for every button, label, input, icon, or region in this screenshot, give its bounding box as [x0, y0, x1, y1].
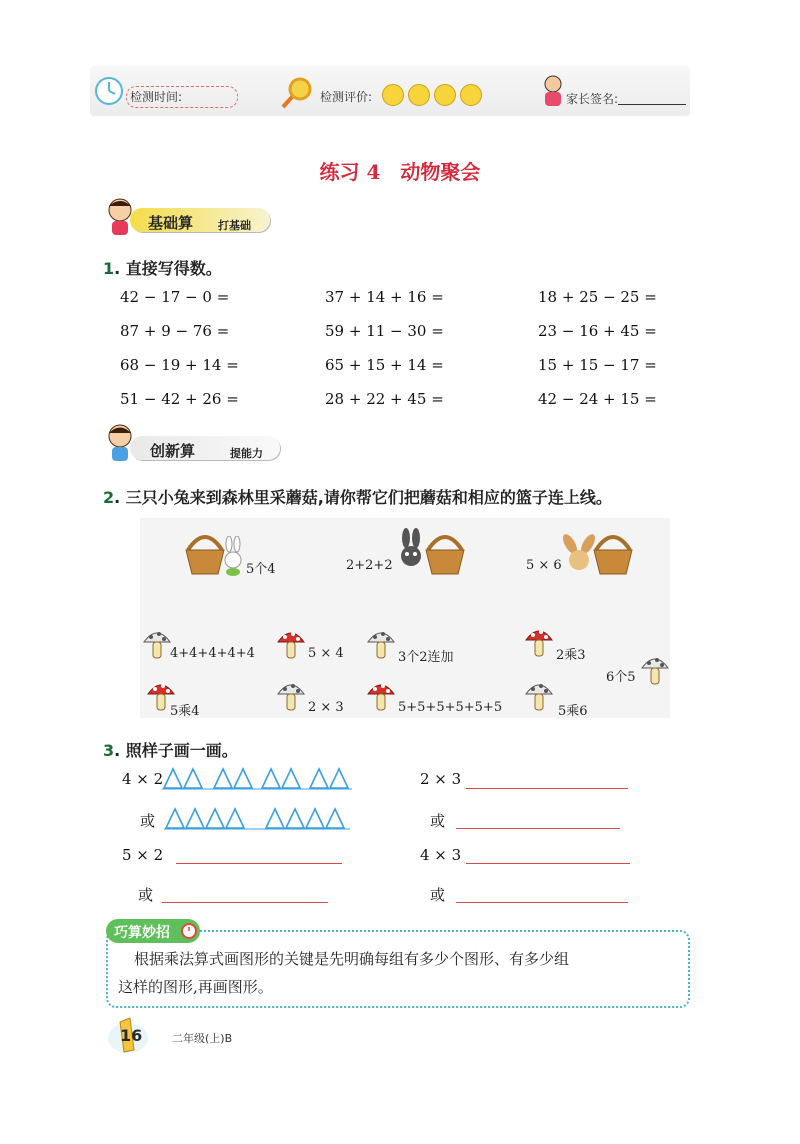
page-title: 练习 4 动物聚会 — [319, 160, 481, 184]
mushroom-label: 5 × 4 — [308, 646, 344, 661]
spotted-mushroom-icon[interactable] — [640, 654, 670, 686]
boy-mascot-icon — [100, 422, 140, 466]
red-mushroom-icon[interactable] — [276, 628, 306, 660]
answer-line[interactable] — [176, 862, 342, 864]
question-number: 2 — [103, 488, 115, 507]
basket-icon[interactable] — [424, 532, 466, 576]
arithmetic-row — [120, 390, 680, 424]
alarm-clock-icon — [180, 921, 198, 939]
brown-rabbit-icon — [562, 530, 596, 574]
expression: 37 + 14 + 16 = — [325, 288, 444, 306]
expression: 18 + 25 − 25 = — [538, 288, 657, 306]
section-banner-tag: 打基础 — [218, 219, 251, 232]
spotted-mushroom-icon[interactable] — [366, 628, 396, 660]
parent-avatar-icon — [540, 74, 566, 110]
expression: 51 − 42 + 26 = — [120, 390, 239, 408]
or-label: 或 — [430, 812, 446, 830]
or-label: 或 — [138, 886, 154, 904]
red-mushroom-icon[interactable] — [366, 680, 396, 712]
section-banner-tag: 提能力 — [230, 447, 263, 460]
red-mushroom-icon[interactable] — [524, 626, 554, 658]
girl-mascot-icon — [100, 196, 140, 238]
sad-face-icon[interactable] — [460, 84, 482, 106]
tip-title: 巧算妙招 — [114, 925, 170, 941]
answer-line[interactable] — [162, 901, 328, 903]
expression: 42 − 17 − 0 = — [120, 288, 230, 306]
basket-label: 5 × 6 — [526, 558, 562, 573]
answer-line[interactable] — [466, 787, 628, 789]
sweat-face-icon[interactable] — [434, 84, 456, 106]
answer-line[interactable] — [466, 862, 630, 864]
question-2-title — [103, 485, 612, 508]
mushroom-label: 4+4+4+4+4 — [170, 646, 255, 661]
time-field[interactable] — [126, 86, 238, 108]
arithmetic-grid — [120, 288, 680, 424]
draw-expression: 4 × 2 — [122, 770, 164, 788]
expression: 87 + 9 − 76 = — [120, 322, 230, 340]
section-banner-label: 创新算 — [150, 442, 196, 460]
mushroom-label: 2 × 3 — [308, 700, 344, 715]
time-label: 检测时间: — [130, 90, 183, 104]
mushroom-label: 5乘6 — [558, 704, 588, 719]
question-text: . 三只小兔来到森林里采蘑菇,请你帮它们把蘑菇和相应的篮子连上线。 — [114, 488, 612, 507]
grade-label: 二年级(上)B — [172, 1032, 233, 1045]
basket-icon[interactable] — [184, 532, 226, 576]
spotted-mushroom-icon[interactable] — [276, 680, 306, 712]
triangle-example-alt — [164, 806, 354, 830]
draw-expression: 5 × 2 — [122, 846, 164, 864]
spotted-mushroom-icon[interactable] — [142, 628, 172, 660]
answer-line[interactable] — [456, 827, 620, 829]
section-banner-label: 基础算 — [148, 214, 194, 232]
mushroom-label: 5乘4 — [170, 704, 200, 719]
mushroom-label: 5+5+5+5+5+5 — [398, 700, 503, 715]
question-1-title — [103, 256, 222, 279]
question-3-title — [103, 738, 238, 761]
expression: 23 − 16 + 45 = — [538, 322, 657, 340]
arithmetic-row — [120, 322, 680, 356]
question-text: . 直接写得数。 — [114, 259, 222, 278]
mushroom-label: 2乘3 — [556, 648, 586, 663]
expression: 15 + 15 − 17 = — [538, 356, 657, 374]
smile-face-icon[interactable] — [382, 84, 404, 106]
question-text: . 照样子画一画。 — [114, 741, 238, 760]
mushroom-label: 3个2连加 — [398, 650, 454, 665]
draw-expression: 2 × 3 — [420, 770, 462, 788]
section-banner-basic — [100, 200, 280, 234]
gray-rabbit-icon — [396, 528, 426, 574]
magnifier-icon — [280, 76, 314, 110]
arithmetic-row — [120, 288, 680, 322]
expression: 28 + 22 + 45 = — [325, 390, 444, 408]
section-banner-innovate — [100, 428, 290, 462]
question-number: 1 — [103, 259, 115, 278]
expression: 65 + 15 + 14 = — [325, 356, 444, 374]
clock-icon — [94, 76, 124, 106]
tip-line-2: 这样的图形,再画图形。 — [118, 978, 273, 996]
eval-label: 检测评价: — [320, 90, 373, 104]
or-label: 或 — [430, 886, 446, 904]
mushroom-label: 6个5 — [606, 670, 636, 685]
white-rabbit-icon — [222, 536, 244, 576]
sign-field[interactable] — [618, 104, 686, 105]
sign-label: 家长签名: — [566, 92, 619, 106]
grin-face-icon[interactable] — [408, 84, 430, 106]
header-bar — [90, 66, 690, 116]
expression: 42 − 24 + 15 = — [538, 390, 657, 408]
basket-label: 2+2+2 — [346, 558, 393, 573]
expression: 59 + 11 − 30 = — [325, 322, 444, 340]
basket-icon[interactable] — [592, 532, 634, 576]
expression: 68 − 19 + 14 = — [120, 356, 239, 374]
question-number: 3 — [103, 741, 115, 760]
answer-line[interactable] — [456, 901, 628, 903]
spotted-mushroom-icon[interactable] — [524, 680, 554, 712]
basket-label: 5个4 — [246, 562, 276, 577]
draw-expression: 4 × 3 — [420, 846, 462, 864]
triangle-example-grouped — [162, 766, 352, 790]
page-number: 16 — [120, 1026, 143, 1045]
arithmetic-row — [120, 356, 680, 390]
or-label: 或 — [140, 812, 156, 830]
tip-line-1: 根据乘法算式画图形的关键是先明确每组有多少个图形、有多少组 — [134, 950, 570, 968]
